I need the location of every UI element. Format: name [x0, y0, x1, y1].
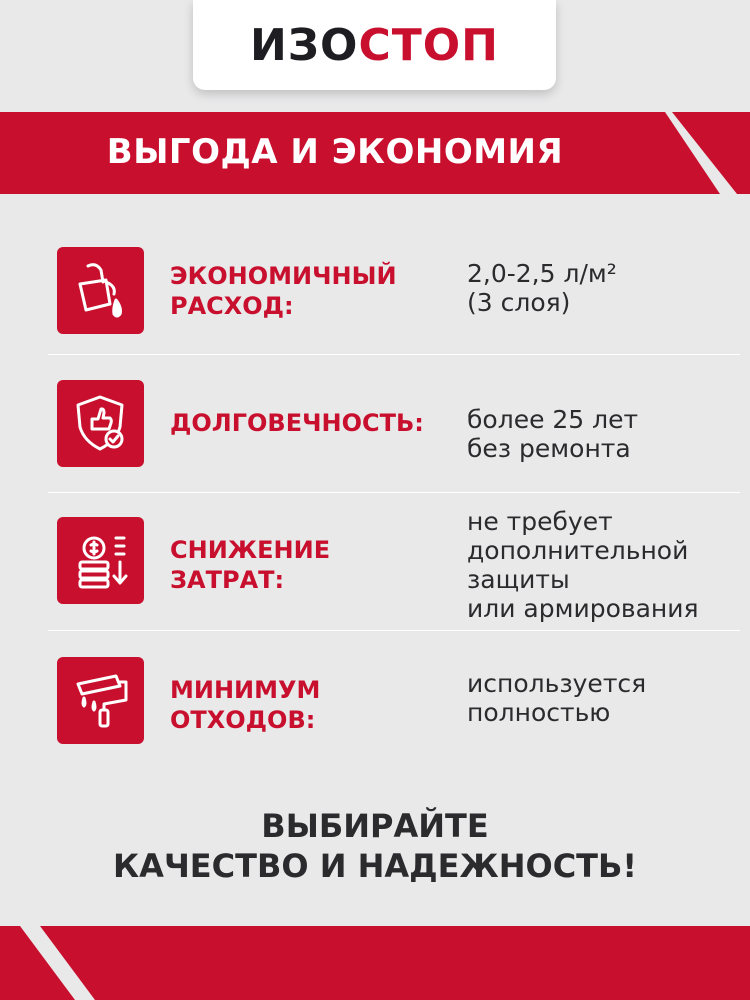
coins-down-icon — [57, 517, 144, 604]
feature-value: используется полностью — [467, 669, 647, 727]
slogan-line-2: КАЧЕСТВО И НАДЕЖНОСТЬ! — [113, 847, 637, 885]
feature-label: ЭКОНОМИЧНЫЙ РАСХОД: — [170, 262, 397, 320]
feature-value: более 25 лет без ремонта — [467, 405, 639, 463]
feature-value: не требует дополнительной защиты или армирования — [467, 507, 699, 623]
feature-label: МИНИМУМ ОТХОДОВ: — [170, 676, 321, 734]
feature-value: 2,0-2,5 л/м² (3 слоя) — [467, 259, 617, 317]
slogan-line-1: ВЫБИРАЙТЕ — [261, 807, 489, 845]
divider — [48, 492, 740, 493]
logo-part-stop: СТОП — [358, 20, 500, 71]
divider — [48, 630, 740, 631]
feature-label: ДОЛГОВЕЧНОСТЬ: — [170, 409, 424, 437]
shield-thumb-icon — [57, 380, 144, 467]
brand-logo — [193, 20, 556, 71]
paint-roller-icon — [57, 657, 144, 744]
banner-title: ВЫГОДА И ЭКОНОМИЯ — [106, 132, 564, 172]
feature-label: СНИЖЕНИЕ ЗАТРАТ: — [170, 536, 331, 594]
logo-card — [193, 0, 556, 90]
banner-ribbon-bottom — [0, 926, 750, 1000]
logo-part-izo: ИЗО — [249, 20, 359, 71]
paint-bucket-icon — [57, 247, 144, 334]
slogan — [0, 806, 750, 886]
divider — [48, 354, 740, 355]
